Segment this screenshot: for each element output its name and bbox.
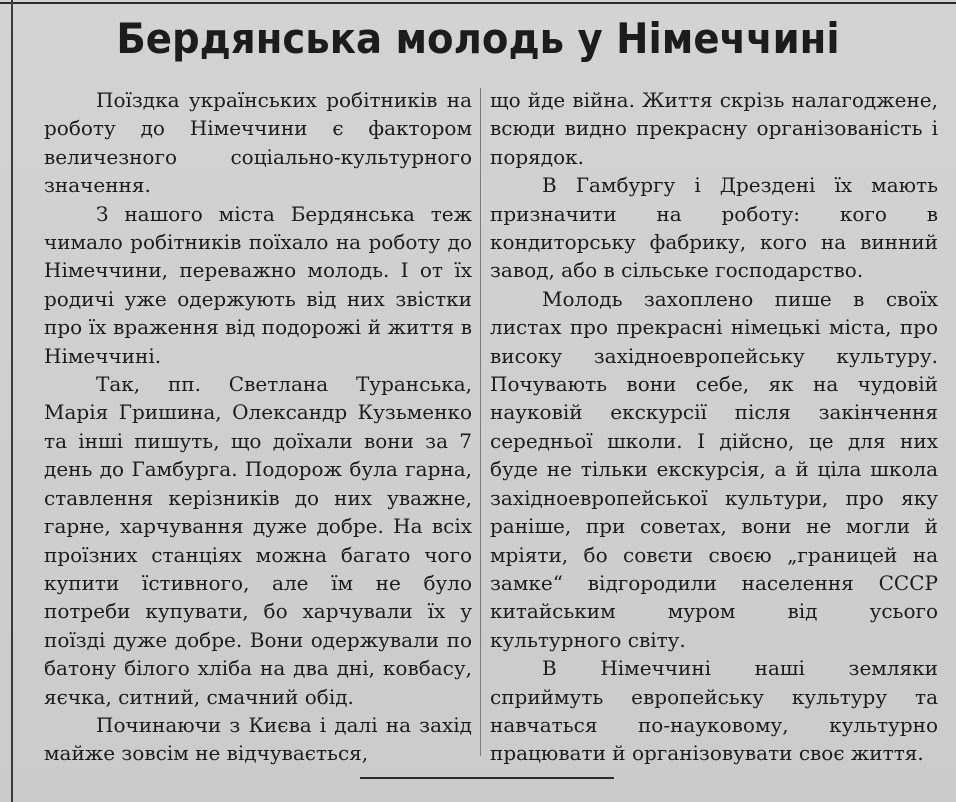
paragraph: Поїздка українських робітників на роботу до Німеччини є фактором величезного соціально-культурного значення. [44,88,472,198]
paragraph: В Гамбургу і Дрездені їх мають призначити на роботу: кого в кондиторську фабрику, кого на винний завод, або в сільське господарство. [490,173,938,283]
paragraph: Молодь захоплено пише в своїх листах про прекрасні німецькі міста, про високу західноевропейську культуру. Почувають вони себе, як на чудовій науковій екскурсії після закінчення середньої школи. І дійсно, це для них буде не тільки екскурсія, а й ціла школа західноевропейської культури, про яку раніше, при советах, вони не могли й мріяти, бо совєти своєю „границей на замке“ відгородили населення СССР китайським муром від усього культурного світу. [490,286,938,652]
paragraph: Починаючи з Києва і далі на захід майже зовсім не відчувається, [44,712,472,766]
paragraph: Так, пп. Светлана Туранська, Марія Гришина, Олександр Кузьменко та інші пишуть, що доїхали вони за 7 день до Гамбурга. Подорож була гарна, ставлення керізників до них уважне, гарне, харчування дуже добре. На всіх проїзних станціях можна багато чого купити їстивного, але їм не було потреби купувати, бо харчували їх у поїзді дуже добре. Вони одержували по батону білого хліба на два дні, ковбасу, яєчка, ситний, смачний обід. [44,372,472,709]
paragraph: В Німеччині наші земляки сприймуть европейську культуру та навчаться по-науковому, культурно працювати й організовувати своє життя. [490,656,938,766]
left-column-rule [11,0,13,802]
article-column-left [44,86,472,768]
column-divider [480,88,481,756]
top-rule [0,2,956,4]
end-of-article-rule [360,777,614,779]
article-column-right [490,86,938,768]
paragraph: З нашого міста Бердянська теж чимало робітників поїхало на роботу до Німеччини, переважно молодь. І от їх родичі уже одержують від них звістки про їх враження від подорожі й життя в Німеччині. [44,201,472,368]
headline: Бердянська молодь у Німеччині [116,14,840,63]
paragraph: що йде війна. Життя скрізь налагоджене, всюди видно прекрасну організованість і порядок. [490,88,938,169]
